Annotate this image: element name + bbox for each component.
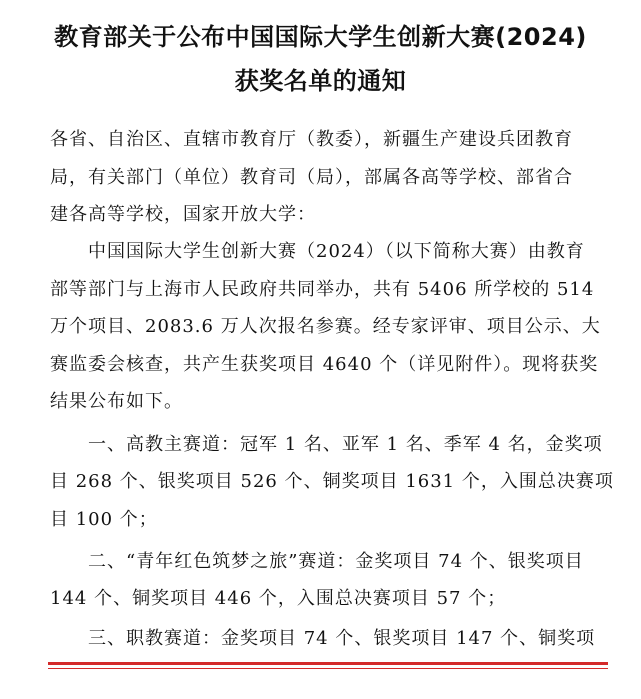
document-title-line-1: 教育部关于公布中国国际大学生创新大赛(2024): [54, 23, 587, 51]
paragraph-1-line-1: 中国国际大学生创新大赛（2024）（以下简称大赛）由教育: [88, 241, 585, 262]
paragraph-3-line-2: 144 个、铜奖项目 446 个，入围总决赛项目 57 个；: [50, 588, 507, 609]
paragraph-4-line-1: 三、职教赛道：金奖项目 74 个、银奖项目 147 个、铜奖项: [88, 628, 596, 649]
salutation-line-1: 各省、自治区、直辖市教育厅（教委），新疆生产建设兵团教育: [50, 129, 573, 150]
paragraph-1-line-4: 赛监委会核查，共产生获奖项目 4640 个（详见附件）。现将获奖: [50, 354, 599, 375]
document-title-line-2: 获奖名单的通知: [234, 67, 407, 95]
paragraph-1-line-2: 部等部门与上海市人民政府共同举办，共有 5406 所学校的 514: [50, 279, 595, 300]
paragraph-2-line-1: 一、高教主赛道：冠军 1 名、亚军 1 名、季军 4 名，金奖项: [88, 434, 603, 455]
paragraph-3-line-1: 二、“青年红色筑梦之旅”赛道：金奖项目 74 个、银奖项目: [88, 551, 584, 572]
paragraph-1-line-5: 结果公布如下。: [50, 391, 183, 412]
paragraph-1-line-3: 万个项目、2083.6 万人次报名参赛。经专家评审、项目公示、大: [50, 316, 601, 337]
salutation-line-3: 建各高等学校，国家开放大学：: [50, 204, 316, 225]
paragraph-2-line-3: 目 100 个；: [50, 509, 158, 530]
salutation-line-2: 局，有关部门（单位）教育司（局），部属各高等学校、部省合: [50, 167, 573, 188]
footer-red-rule-thick: [48, 662, 608, 665]
paragraph-2-line-2: 目 268 个、银奖项目 526 个、铜奖项目 1631 个，入围总决赛项: [50, 471, 614, 492]
footer-red-rule-thin: [48, 668, 608, 669]
